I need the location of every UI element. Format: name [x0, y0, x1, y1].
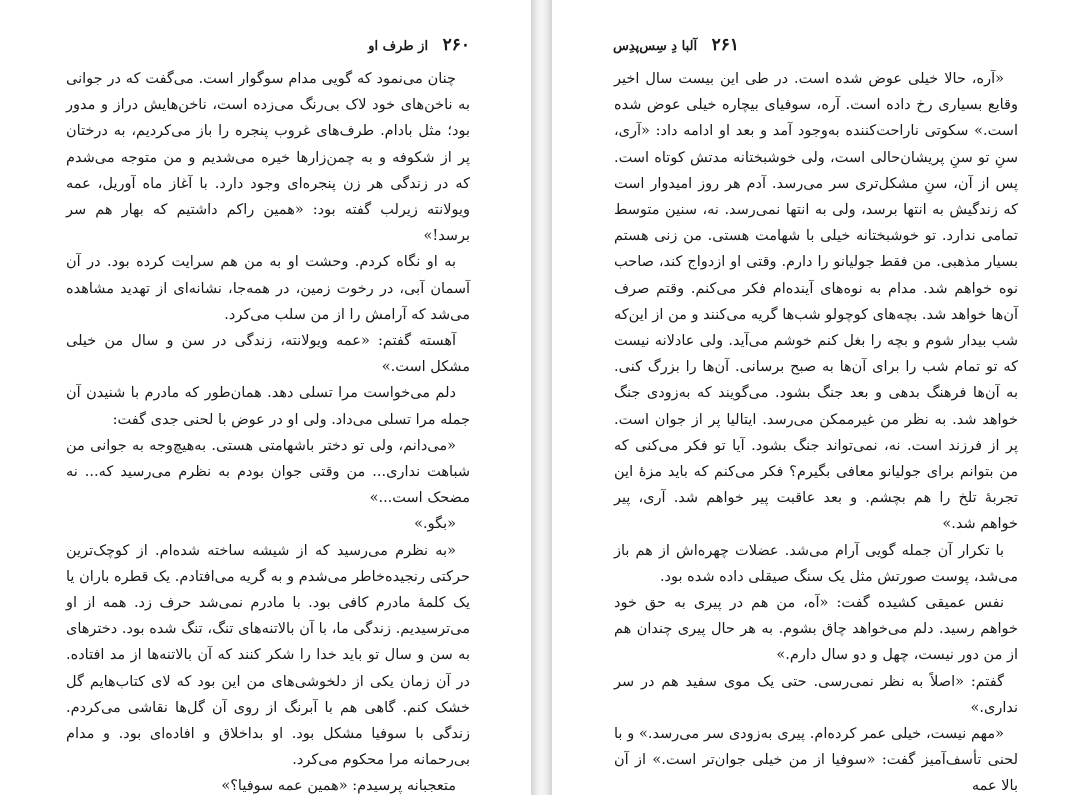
- left-page: [0, 0, 531, 795]
- right-page-header: [614, 34, 739, 56]
- paragraph: نفس عمیقی کشیده گفت: «آه، من هم در پیری به حق خود خواهم رسید. دلم می‌خواهد چاق بشوم. به هر حال پیری چندان هم از من دور نیست، چهل و دو سال دارم.»: [614, 595, 1018, 664]
- paragraph: «بگو.»: [414, 516, 456, 533]
- book-gutter: [531, 0, 552, 795]
- right-page: [552, 0, 1083, 795]
- left-page-text: [66, 66, 470, 795]
- right-running-title: آلبا دِ سِس‌پدِس: [612, 39, 698, 54]
- paragraph: با تکرار آن جمله گویی آرام می‌شد. عضلات چهره‌اش از هم باز می‌شد، پوست صورتش مثل یک سنگ صیقلی داده شده بود.: [614, 542, 1018, 585]
- paragraph: گفتم: «اصلاً به نظر نمی‌رسی. حتی یک موی سفید هم در سر نداری.»: [614, 673, 1018, 716]
- paragraph: چنان می‌نمود که گویی مدام سوگوار است. می‌گفت که در جوانی به ناخن‌های خود لاک بی‌رنگ می‌زده است، ناخن‌هایش دراز و مدور بود؛ مثل بادام. طرف‌های غروب پنجره را باز می‌کردیم، به درختان پر از شکوفه و به چمن‌زارها خیره می‌شدیم و من متوجه می‌شدم که در زندگی هر زن پنجره‌ای وجود دارد. با آغاز ماه آوریل، عمه ویولانته زیرلب گفته بود: «همین راکم داشتیم که بهار هم سر برسد!»: [66, 71, 470, 245]
- left-running-title: از طرف او: [368, 39, 429, 54]
- paragraph: «مهم نیست، خیلی عمر کرده‌ام. پیری به‌زودی سر می‌رسد.» و با لحنی تأسف‌آمیز گفت: «سوفیا از من خیلی جوان‌تر است.» از آن بالا عمه: [614, 726, 1018, 795]
- paragraph: «می‌دانم، ولی تو دختر باشهامتی هستی. به‌هیچ‌وجه به جوانی من شباهت نداری... من وقتی جوان بودم به نظرم می‌رسید که... نه مضحک است...»: [66, 437, 470, 507]
- left-page-number: ۲۶۰: [442, 35, 470, 55]
- paragraph: به او نگاه کردم. وحشت او به من هم سرایت کرده بود. در آن آسمان آبی، در رخوت زمین، در همه‌جا، نشانه‌ای از تهدید مشاهده می‌شد که آرامش را از من سلب می‌کرد.: [66, 254, 470, 323]
- right-page-text: [614, 66, 1018, 795]
- paragraph: «آره، حالا خیلی عوض شده است. در طی این بیست سال اخیر وقایع بسیاری رخ داده است. آره، سوفیای بیچاره خیلی عوض شده است.» سکوتی ناراحت‌کننده به‌وجود آمد و بعد او ادامه داد: «آری، سنِ تو سنِ پریشان‌حالی است، ولی خوشبختانه مدتش کوتاه است. پس از آن، سنِ مشکل‌تری سر می‌رسد. آدم هر روز امیدوار است که زندگیش به انتها برسد، ولی به انتها نمی‌رسد. نه، سنین متوسط تمامی ندارد. تو خوشبختانه خیلی با شهامت هستی. من زنی هستم بسیار مذهبی. من فقط جولیانو را دارم. وقتی او ازدواج کند، صاحب نوه خواهم شد. مدام به نوه‌های آینده‌ام فکر می‌کنم. وقتم صرف آن‌ها خواهد شد. بچه‌های کوچولو شب‌ها گریه می‌کنند و من از این‌که شب بیدار شوم و بچه را بغل کنم خوشم می‌آید. ولی عادلانه نیست که تو تمام شب را برای آن‌ها به صبح برسانی. آن‌ها را بزرگ کنی. به آن‌ها فرهنگ بدهی و بعد جنگ بشود. می‌گویند که به‌زودی جنگ خواهد شد. به نظر من غیرممکن می‌رسد. ایتالیا پر از جوان است. پر از فرزند است. نه، نمی‌تواند جنگ بشود. آیا تو فکر می‌کنی که من بتوانم برای جولیانو معافی بگیرم؟ فکر می‌کنم که باید مزهٔ این تجربهٔ تلخ را هم بچشم. و بعد عاقبت پیر خواهم شد. آری، پیر خواهم شد.»: [614, 71, 1018, 533]
- paragraph: متعجبانه پرسیدم: «همین عمه سوفیا؟»: [221, 778, 456, 795]
- right-page-number: ۲۶۱: [711, 35, 739, 55]
- paragraph: آهسته گفتم: «عمه ویولانته، زندگی در سن و سال من خیلی مشکل است.»: [66, 333, 470, 376]
- left-page-header: [360, 34, 470, 56]
- paragraph: دلم می‌خواست مرا تسلی دهد. همان‌طور که مادرم با شنیدن آن جمله مرا تسلی می‌داد. ولی او در عوض با لحنی جدی گفت:: [66, 385, 470, 428]
- paragraph: «به نظرم می‌رسید که از شیشه ساخته شده‌ام. از کوچک‌ترین حرکتی رنجیده‌خاطر می‌شدم و به گریه می‌افتادم. یک قطره باران یا یک کلمهٔ مادرم کافی بود. با مادرم نمی‌شد حرف زد. همه از او می‌ترسیدیم. زندگی ما، با آن بالاتنه‌های تنگ، تنگ شده بود. دخترهای به سن و سال تو باید خدا را شکر کنند که آن بالاتنه‌ها از مد افتاده. در آن زمان یکی از دلخوشی‌های من این بود که لای کتاب‌هایم گل خشک کنم. گاهی هم با آبرنگ از روی آن گل‌ها نقاشی می‌کردم. زندگی با سوفیا مشکل بود. او بداخلاق و افاده‌ای بود. و مدام بی‌رحمانه مرا محکوم می‌کرد.: [66, 542, 470, 769]
